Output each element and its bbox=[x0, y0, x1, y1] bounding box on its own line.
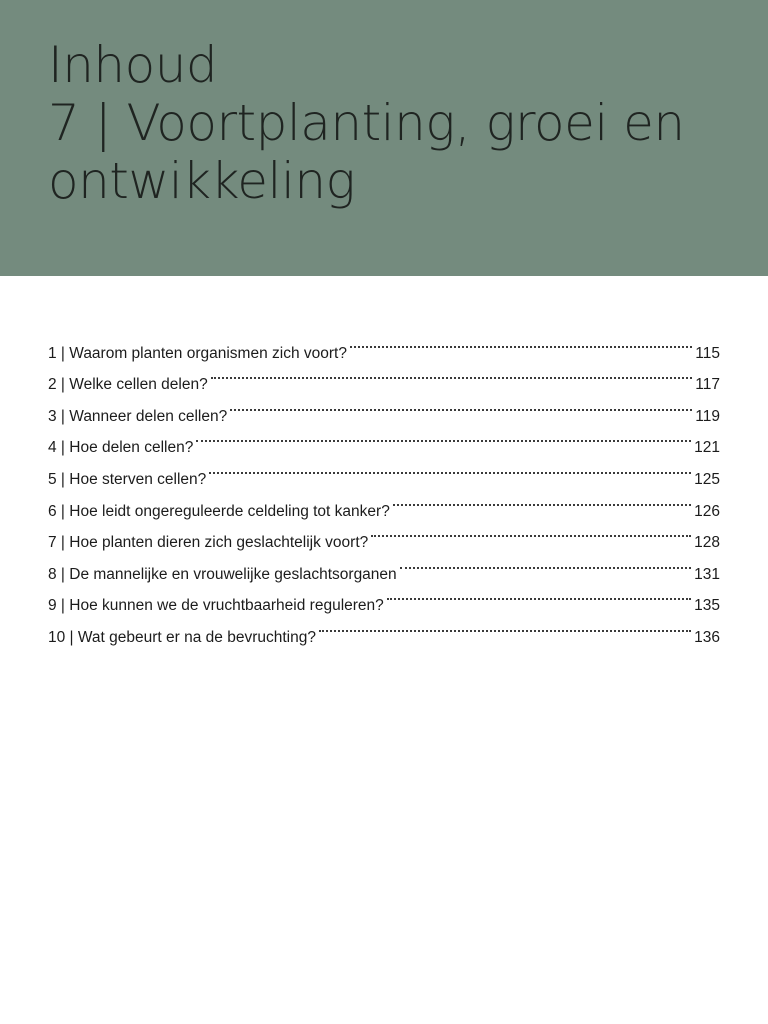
header-band bbox=[0, 0, 768, 276]
page-title bbox=[48, 36, 685, 210]
toc-entry-label: 5 | Hoe sterven cellen? bbox=[48, 470, 207, 488]
toc-entry-1[interactable] bbox=[48, 326, 720, 362]
table-of-contents bbox=[48, 326, 720, 646]
toc-entry-label: 6 | Hoe leidt ongereguleerde celdeling tot kanker? bbox=[48, 502, 390, 520]
toc-entry-label: 1 | Waarom planten organismen zich voort? bbox=[48, 344, 347, 362]
toc-dot-leader bbox=[196, 421, 691, 453]
toc-page-number: 126 bbox=[694, 502, 720, 520]
toc-dot-leader bbox=[393, 484, 691, 516]
toc-dot-leader bbox=[350, 326, 692, 358]
toc-dot-leader bbox=[400, 547, 691, 579]
toc-dot-leader bbox=[371, 516, 691, 548]
toc-page-number: 125 bbox=[694, 470, 720, 488]
toc-dot-leader bbox=[319, 610, 691, 642]
toc-dot-leader bbox=[230, 389, 692, 421]
toc-entry-label: 10 | Wat gebeurt er na de bevruchting? bbox=[48, 628, 316, 646]
toc-page-number: 128 bbox=[694, 534, 720, 552]
toc-page-number: 121 bbox=[694, 439, 720, 457]
toc-page-number: 136 bbox=[694, 628, 720, 646]
toc-entry-label: 3 | Wanneer delen cellen? bbox=[48, 407, 228, 425]
title-line-contents: Inhoud bbox=[48, 36, 218, 94]
title-line-chapter-cont: ontwikkeling bbox=[48, 152, 356, 210]
toc-entry-label: 8 | De mannelijke en vrouwelijke geslachtsorganen bbox=[48, 565, 397, 583]
toc-entry-label: 2 | Welke cellen delen? bbox=[48, 376, 208, 394]
toc-page-number: 135 bbox=[694, 597, 720, 615]
toc-page-number: 115 bbox=[695, 344, 720, 362]
toc-entry-label: 9 | Hoe kunnen we de vruchtbaarheid reguleren? bbox=[48, 597, 384, 615]
toc-page-number: 119 bbox=[695, 407, 720, 425]
title-line-chapter: 7 | Voortplanting, groei en bbox=[48, 94, 685, 152]
toc-page-number: 117 bbox=[695, 376, 720, 394]
toc-page-number: 131 bbox=[694, 565, 720, 583]
toc-dot-leader bbox=[209, 452, 691, 484]
toc-dot-leader bbox=[387, 579, 691, 611]
toc-dot-leader bbox=[211, 358, 693, 390]
toc-entry-label: 7 | Hoe planten dieren zich geslachtelijk voort? bbox=[48, 534, 369, 552]
toc-entry-label: 4 | Hoe delen cellen? bbox=[48, 439, 194, 457]
